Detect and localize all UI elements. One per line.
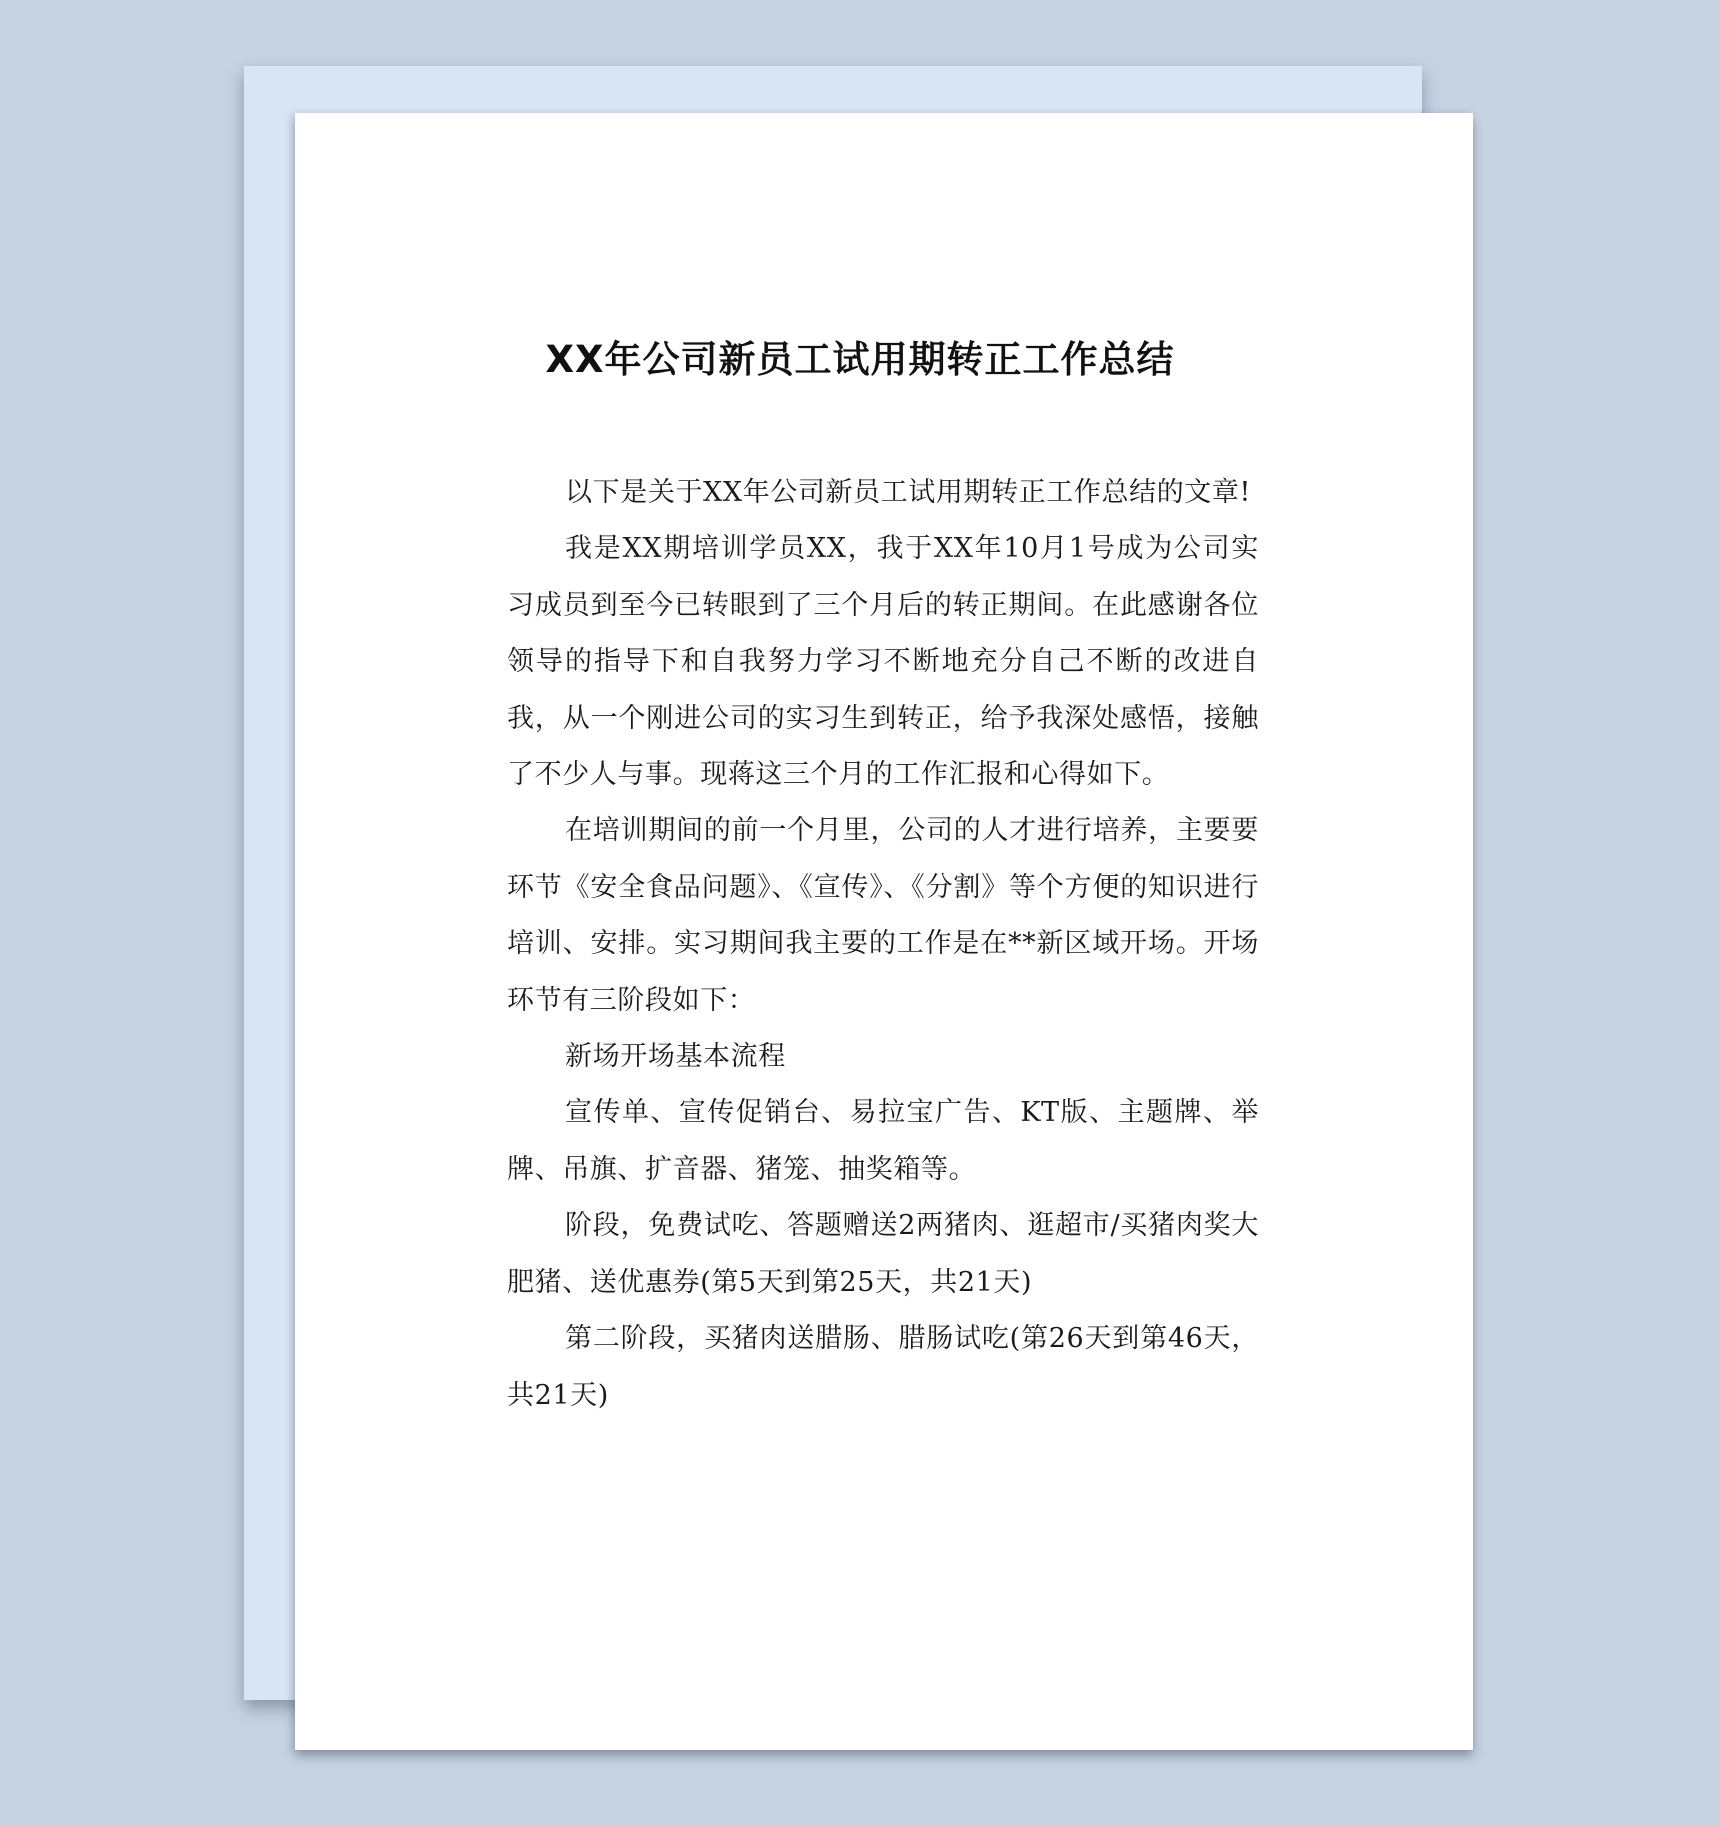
paragraph-intro: 以下是关于XX年公司新员工试用期转正工作总结的文章! <box>565 477 1251 508</box>
paragraph-training: 在培训期间的前一个月里，公司的人才进行培养，主要要环节《安全食品问题》、《宣传》、《分割》等个方便的知识进行培训、安排。实习期间我主要的工作是在**新区域开场。开场环节有三阶段如下： <box>507 815 1259 1016</box>
paragraph-self-introduction: 我是XX期培训学员XX，我于XX年10月1号成为公司实习成员到至今已转眼到了三个月后的转正期间。在此感谢各位领导的指导下和自我努力学习不断地充分自己不断的改进自我，从一个刚进公司的实习生到转正，给予我深处感悟，接触了不少人与事。现蒋这三个月的工作汇报和心得如下。 <box>507 533 1259 791</box>
document-title: XX年公司新员工试用期转正工作总结 <box>545 338 1175 381</box>
paragraph-stage-two: 第二阶段，买猪肉送腊肠、腊肠试吃(第26天到第46天，共21天) <box>507 1323 1259 1411</box>
paragraph-process-heading: 新场开场基本流程 <box>565 1041 786 1073</box>
paragraph-materials: 宣传单、宣传促销台、易拉宝广告、KT版、主题牌、举牌、吊旗、扩音器、猪笼、抽奖箱等。 <box>507 1097 1259 1185</box>
paragraph-stage-one: 阶段，免费试吃、答题赠送2两猪肉、逛超市/买猪肉奖大肥猪、送优惠券(第5天到第25天，共21天) <box>507 1210 1259 1298</box>
document-body <box>507 465 1259 1424</box>
